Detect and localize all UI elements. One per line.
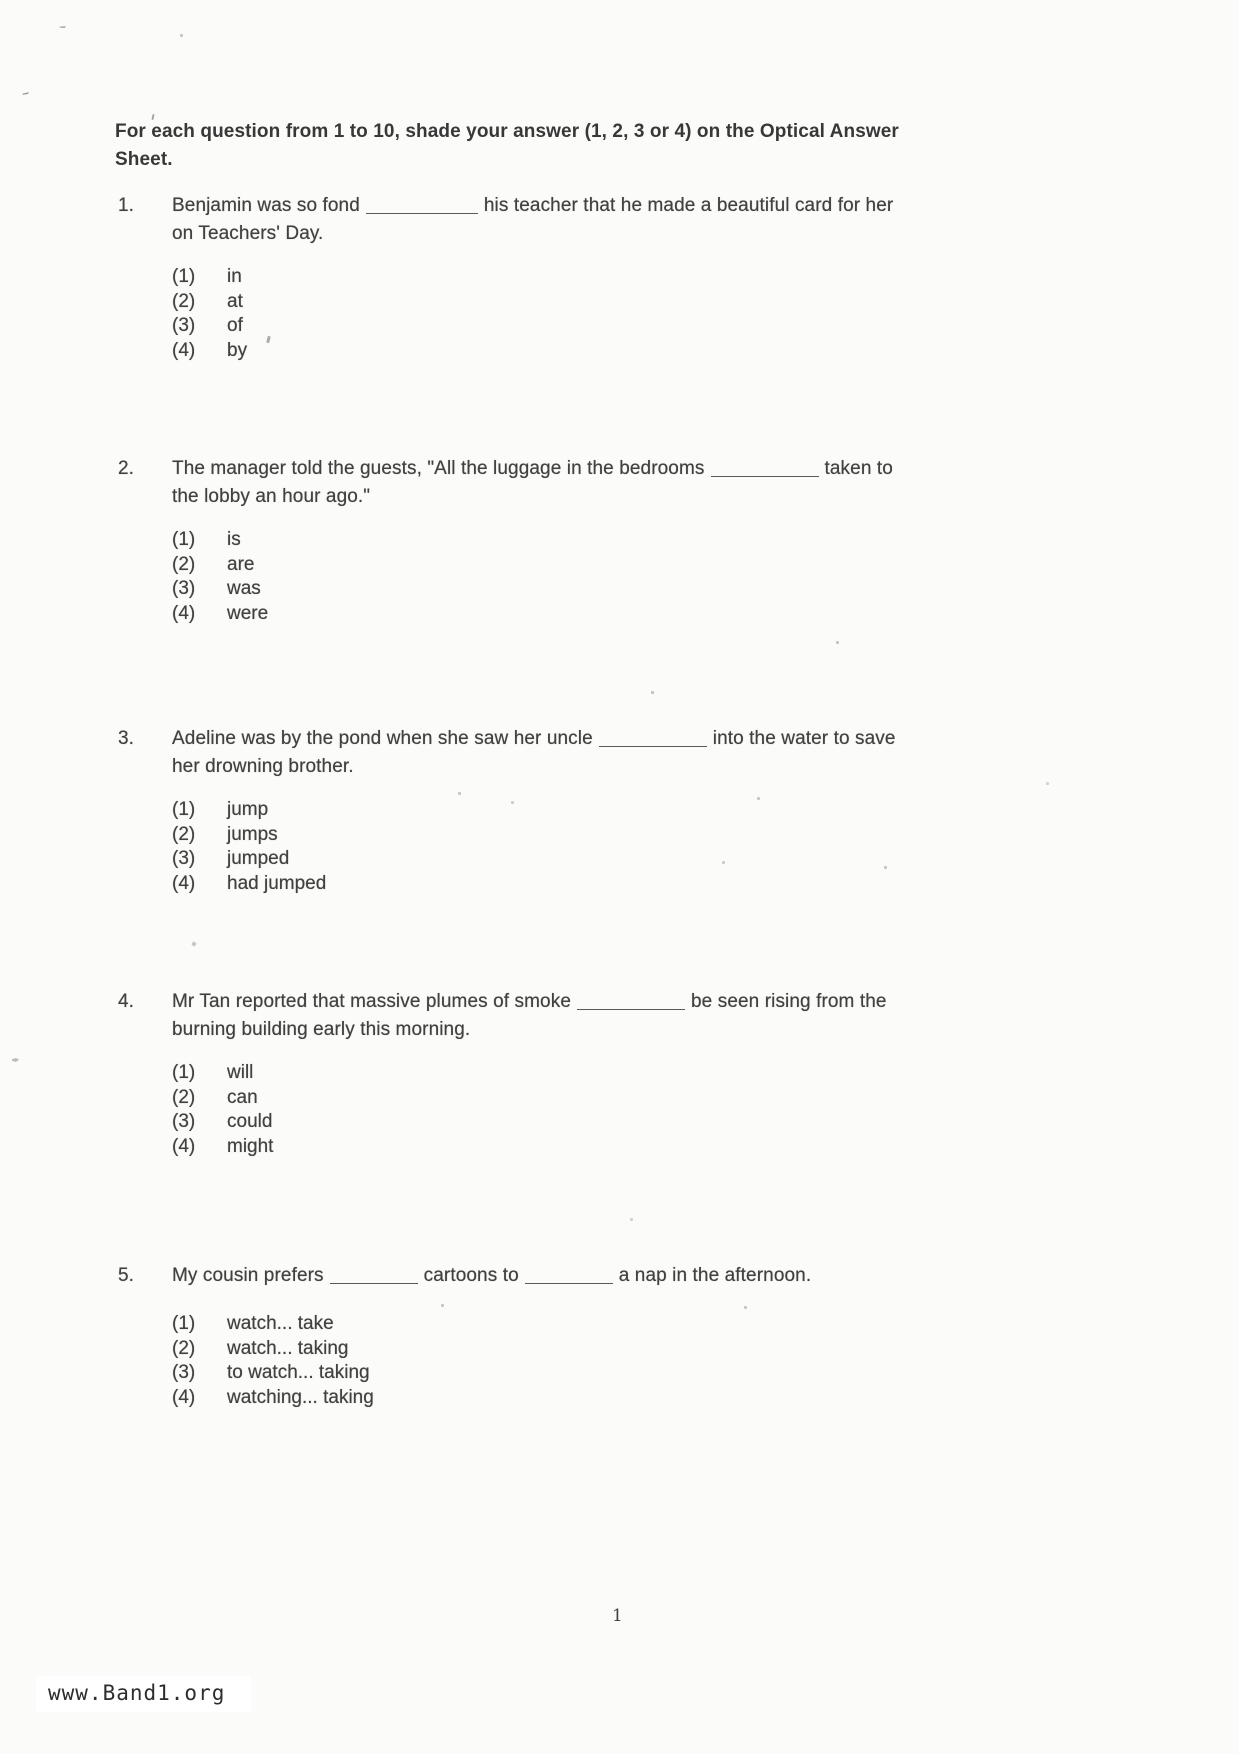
answer-blank <box>366 199 478 214</box>
option-label: jumps <box>227 823 278 845</box>
option <box>172 1110 1032 1135</box>
option-number: (4) <box>172 1386 196 1408</box>
option-number: (1) <box>172 799 196 820</box>
option <box>172 1135 1032 1160</box>
options-list <box>172 528 1032 626</box>
question-text-line1 <box>172 725 1032 753</box>
question-text-segment: cartoons to <box>423 1265 519 1286</box>
scan-speck <box>458 792 461 795</box>
option-label: at <box>227 290 243 312</box>
scan-speck <box>744 1306 747 1309</box>
option-number: (4) <box>172 1135 196 1157</box>
question-number: 4. <box>118 991 134 1012</box>
instructions-line1: For each question from 1 to 10, shade your answer (1, 2, 3 or 4) on the Optical Answer <box>115 121 899 142</box>
scan-speck <box>651 691 654 694</box>
scan-speck <box>722 861 725 864</box>
option-number: (3) <box>172 578 196 599</box>
option-label: to watch... taking <box>227 1362 370 1383</box>
option <box>172 339 1032 364</box>
question-text-segment: Mr Tan reported that massive plumes of smoke <box>172 991 571 1012</box>
scan-speck <box>441 1304 444 1307</box>
option-label: is <box>227 529 241 550</box>
scan-speck <box>511 801 514 804</box>
option-number: (4) <box>172 339 196 361</box>
question-number: 3. <box>118 728 134 749</box>
option-label: are <box>227 553 255 575</box>
option-number: (2) <box>172 290 196 312</box>
option <box>172 798 1032 823</box>
option-label: by <box>227 339 248 361</box>
scan-speck <box>12 1058 19 1062</box>
option <box>172 602 1032 627</box>
option <box>172 577 1032 602</box>
scan-speck <box>59 23 66 30</box>
option <box>172 290 1032 315</box>
option-label: of <box>227 315 243 336</box>
answer-blank <box>599 732 707 747</box>
scan-speck <box>884 866 887 869</box>
question-text-line2: the lobby an hour ago." <box>172 486 371 507</box>
option-number: (3) <box>172 848 196 869</box>
option <box>172 1337 1032 1362</box>
question-4 <box>118 988 1198 1159</box>
option <box>172 528 1032 553</box>
question-number: 2. <box>118 458 134 479</box>
question-text-segment: Benjamin was so fond <box>172 195 360 216</box>
question-text-line1 <box>172 455 1032 483</box>
option <box>172 553 1032 578</box>
question-text-segment: The manager told the guests, "All the luggage in the bedrooms <box>172 458 705 479</box>
question-number: 5. <box>118 1265 134 1286</box>
instructions-header <box>115 118 1015 174</box>
scan-speck <box>836 641 839 644</box>
question-text-line2: on Teachers' Day. <box>172 223 324 244</box>
option <box>172 823 1032 848</box>
answer-blank <box>577 995 685 1010</box>
question-3 <box>118 725 1198 896</box>
option-label: were <box>227 602 269 624</box>
instructions-line2: Sheet. <box>115 149 173 170</box>
option-number: (3) <box>172 315 196 336</box>
option-label: watch... taking <box>227 1337 349 1359</box>
question-text-segment: Adeline was by the pond when she saw her uncle <box>172 728 593 749</box>
option-number: (3) <box>172 1362 196 1383</box>
option-number: (2) <box>172 1337 196 1359</box>
option-label: jumped <box>227 848 290 869</box>
options-list <box>172 798 1032 896</box>
option <box>172 314 1032 339</box>
option-label: was <box>227 578 261 599</box>
option-label: will <box>227 1062 254 1083</box>
option-label: jump <box>227 799 269 820</box>
option <box>172 1061 1032 1086</box>
option-number: (1) <box>172 1062 196 1083</box>
question-text-segment: into the water to save <box>712 728 896 749</box>
option-number: (4) <box>172 602 196 624</box>
question-text-line1 <box>172 192 1032 220</box>
scan-speck <box>22 89 30 97</box>
watermark-url: www.Band1.org <box>36 1676 251 1712</box>
option-label: can <box>227 1086 258 1108</box>
option <box>172 1086 1032 1111</box>
option-number: (2) <box>172 553 196 575</box>
question-text-segment: taken to <box>824 458 893 479</box>
option <box>172 1386 1032 1411</box>
question-number: 1. <box>118 195 134 216</box>
scan-speck <box>757 797 760 800</box>
scan-speck <box>191 941 196 946</box>
option <box>172 1312 1032 1337</box>
answer-blank <box>330 1269 418 1284</box>
option-number: (4) <box>172 872 196 894</box>
option-label: might <box>227 1135 274 1157</box>
question-text-segment: My cousin prefers <box>172 1265 324 1286</box>
option-label: watching... taking <box>227 1386 374 1408</box>
option-number: (2) <box>172 823 196 845</box>
options-list <box>172 265 1032 363</box>
option-label: watch... take <box>227 1313 334 1334</box>
option <box>172 847 1032 872</box>
options-list <box>172 1312 1032 1410</box>
answer-blank <box>711 462 819 477</box>
option-label: had jumped <box>227 872 327 894</box>
option-label: could <box>227 1111 273 1132</box>
option-number: (2) <box>172 1086 196 1108</box>
question-text-segment: a nap in the afternoon. <box>618 1265 812 1286</box>
option-number: (1) <box>172 1313 196 1334</box>
question-1 <box>118 192 1198 363</box>
answer-blank <box>525 1269 613 1284</box>
question-text-line2: burning building early this morning. <box>172 1019 471 1040</box>
option-number: (1) <box>172 266 196 287</box>
question-text-line2: her drowning brother. <box>172 756 354 777</box>
option <box>172 1361 1032 1386</box>
scan-speck <box>180 34 183 37</box>
question-text-line1 <box>172 1262 1032 1290</box>
question-text-line1 <box>172 988 1032 1016</box>
option <box>172 872 1032 897</box>
page-number: 1 <box>612 1606 623 1626</box>
option-label: in <box>227 266 242 287</box>
option-number: (1) <box>172 529 196 550</box>
scan-speck <box>630 1218 633 1221</box>
question-2 <box>118 455 1198 626</box>
options-list <box>172 1061 1032 1159</box>
question-text-segment: be seen rising from the <box>691 991 887 1012</box>
scan-speck <box>1046 782 1049 785</box>
option <box>172 265 1032 290</box>
question-5 <box>118 1262 1198 1410</box>
question-text-segment: his teacher that he made a beautiful card for her <box>483 195 894 216</box>
option-number: (3) <box>172 1111 196 1132</box>
